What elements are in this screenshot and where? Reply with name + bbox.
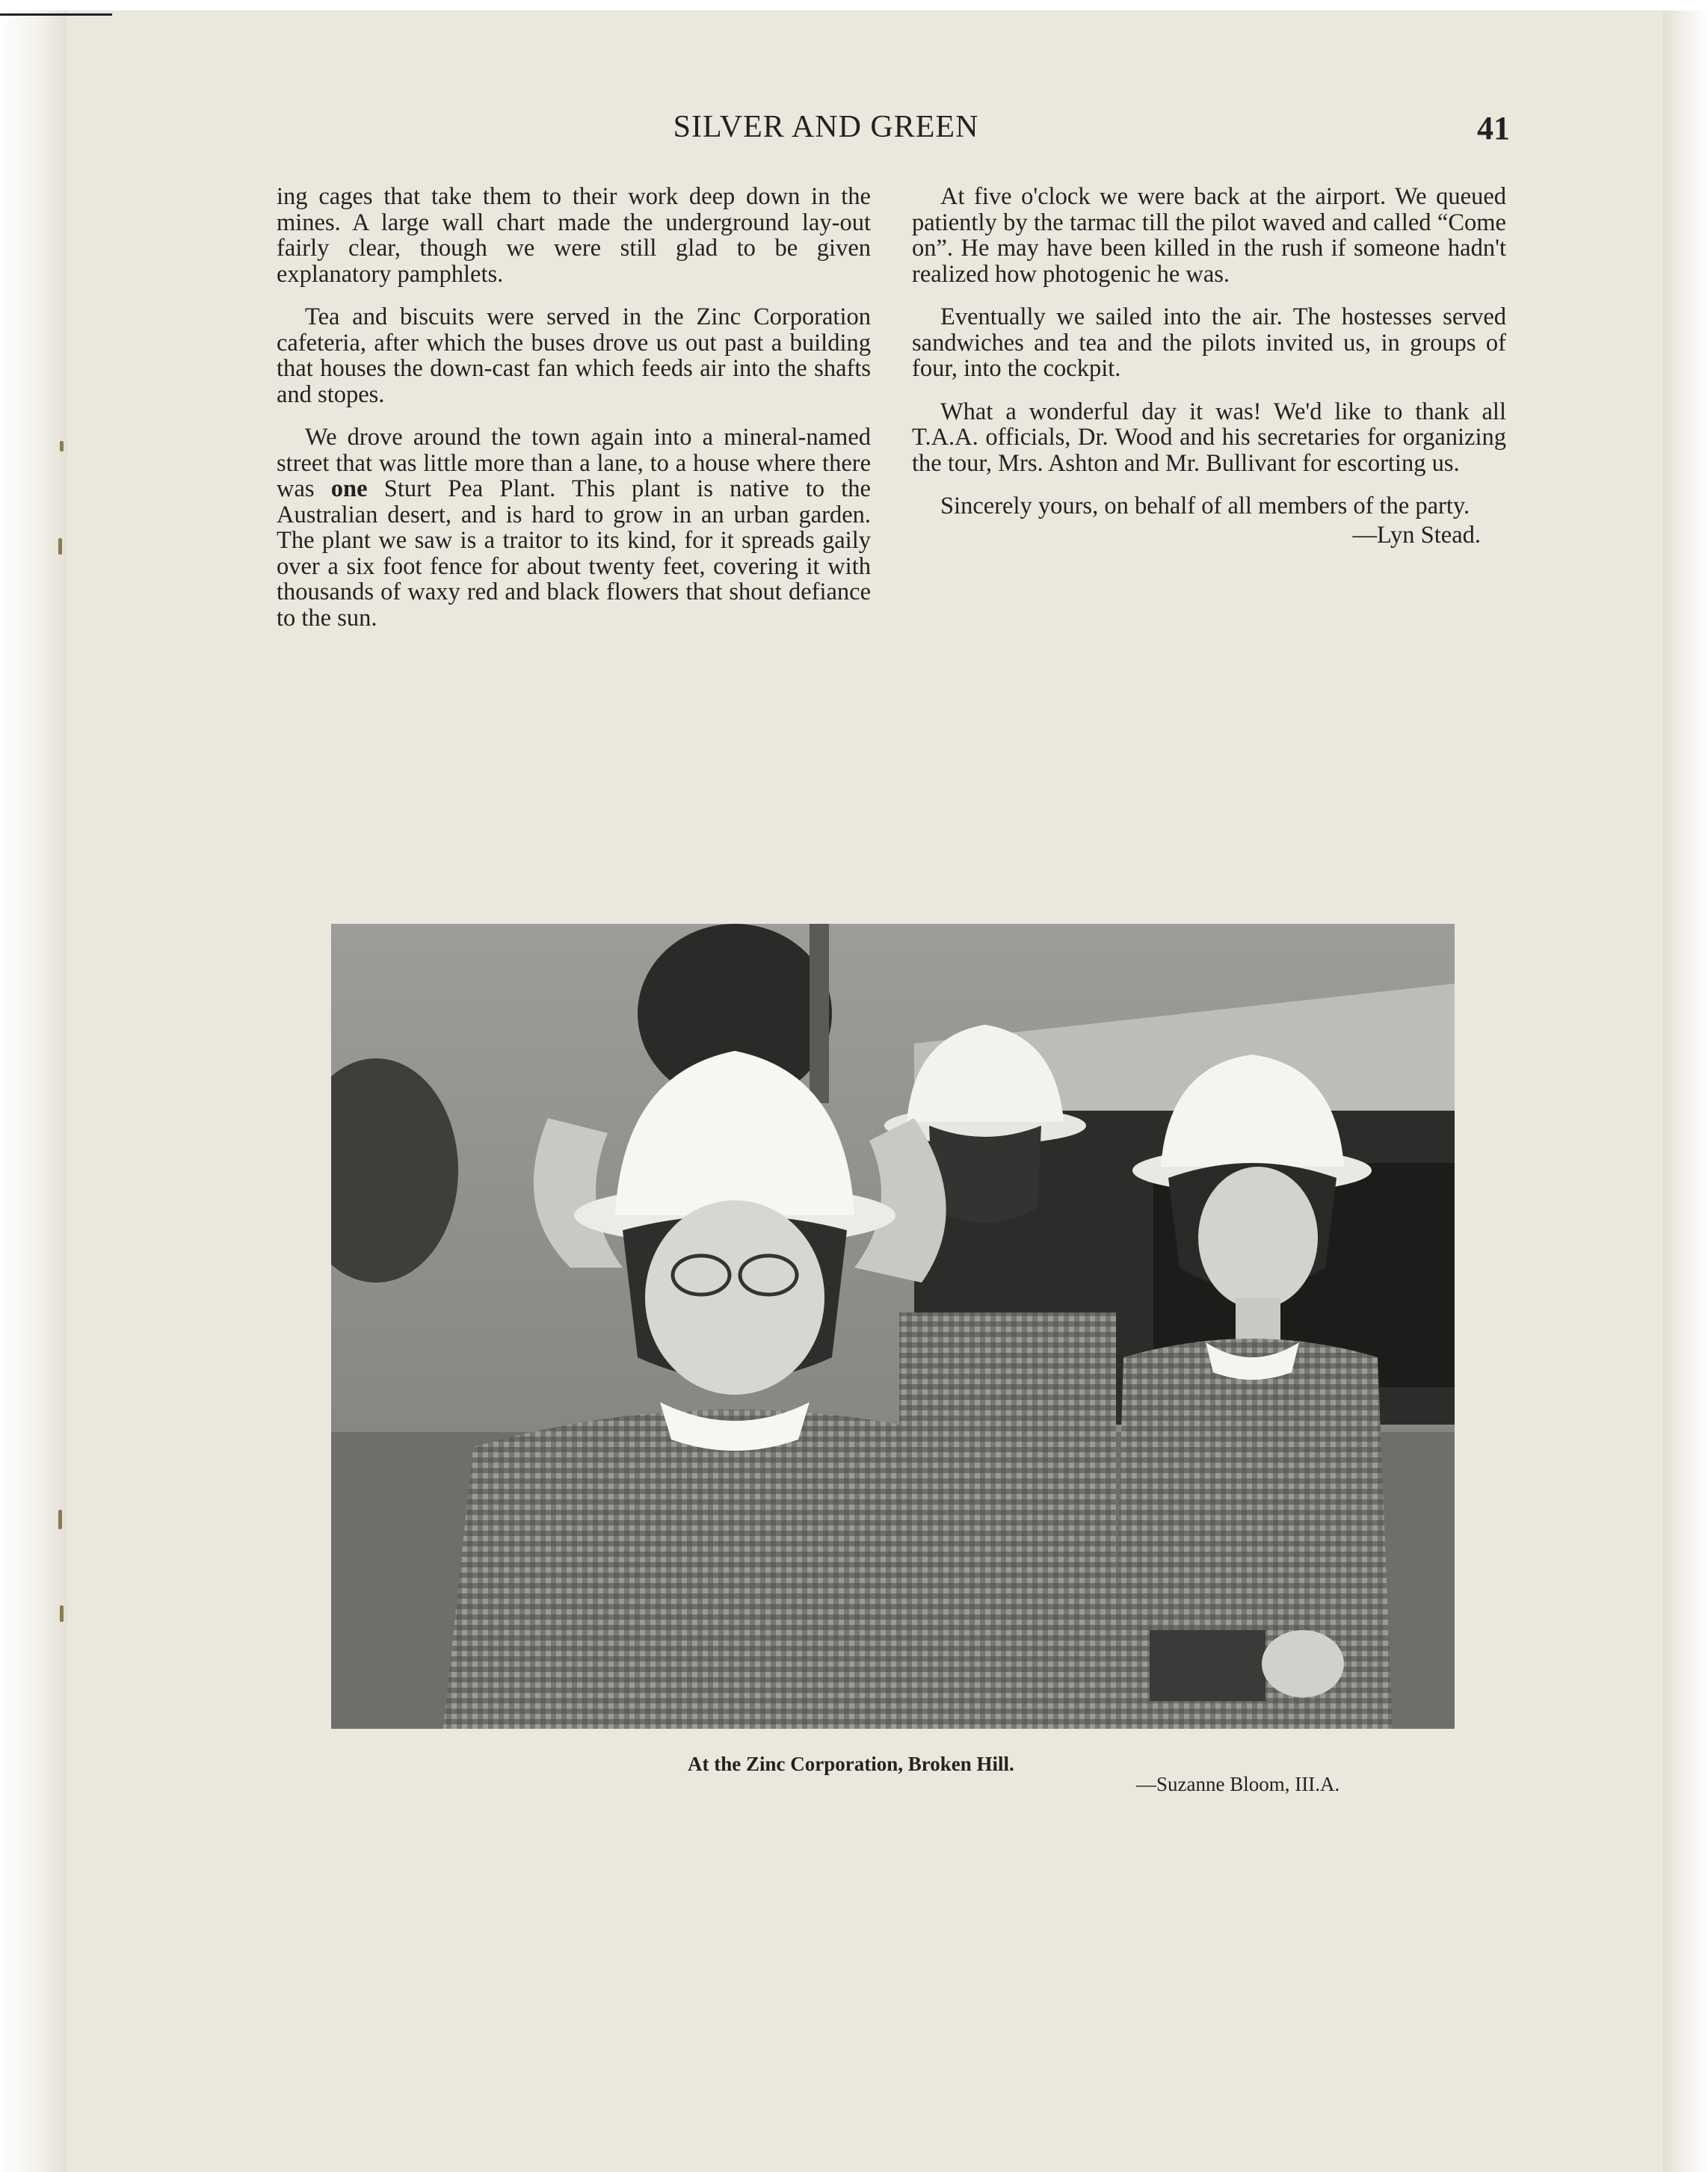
top-rule — [0, 13, 112, 16]
photograph — [331, 924, 1455, 1729]
binding-gutter — [0, 0, 67, 2172]
paragraph: Sincerely yours, on behalf of all members of the party. — [940, 493, 1470, 519]
margin-mark — [60, 1605, 64, 1622]
paragraph: Eventually we sailed into the air. The hostesses served sandwiches and tea and the pilots invited us, in groups of four, into the cockpit. — [912, 303, 1506, 382]
paragraph: Tea and biscuits were served in the Zinc Corporation cafeteria, after which the buses drove us out past a building that houses the down-cast fan which feeds air into the shafts and stopes. — [277, 303, 871, 408]
paragraph: ing cages that take them to their work deep down in the mines. A large wall chart made the underground lay-out fairly clear, though we were still glad to be given explanatory pamphlets. — [277, 183, 871, 288]
running-title: SILVER AND GREEN — [673, 110, 979, 144]
photo-credit: —Suzanne Bloom, III.A. — [1136, 1773, 1340, 1795]
left-column — [277, 184, 871, 648]
margin-mark — [60, 441, 64, 451]
photo-caption: At the Zinc Corporation, Broken Hill. — [688, 1753, 1014, 1775]
paragraph: What a wonderful day it was! We'd like to thank all T.A.A. officials, Dr. Wood and his secretaries for organizing the tour, Mrs. Ashton and Mr. Bullivant for escorting us. — [912, 398, 1506, 477]
paragraph-text: We drove around the town again into a mineral-named street that was little more than a lane, to a house where there was — [277, 424, 871, 502]
right-column — [912, 184, 1506, 548]
photo-illustration — [331, 924, 1455, 1729]
running-header — [142, 109, 1510, 154]
margin-mark — [58, 1510, 62, 1529]
author-signature: —Lyn Stead. — [1352, 521, 1481, 549]
page-number: 41 — [1477, 110, 1510, 146]
paragraph — [277, 425, 871, 631]
paragraph-text: Sturt Pea Plant. This plant is native to the Australian desert, and is hard to grow in an urban garden. The plant we saw is a traitor to its kind, for it spreads gaily over a six foot fence for about twenty feet, covering it with thousands of waxy red and black flowers that shout defiance to the sun. — [277, 475, 871, 632]
margin-mark — [58, 538, 62, 555]
top-edge — [0, 0, 1708, 10]
bold-word: one — [330, 475, 368, 502]
paragraph: At five o'clock we were back at the airport. We queued patiently by the tarmac till the pilot waved and called “Come on”. He may have been killed in the rush if someone hadn't realized how photogenic he was. — [912, 183, 1506, 288]
page-edge — [1663, 0, 1708, 2172]
